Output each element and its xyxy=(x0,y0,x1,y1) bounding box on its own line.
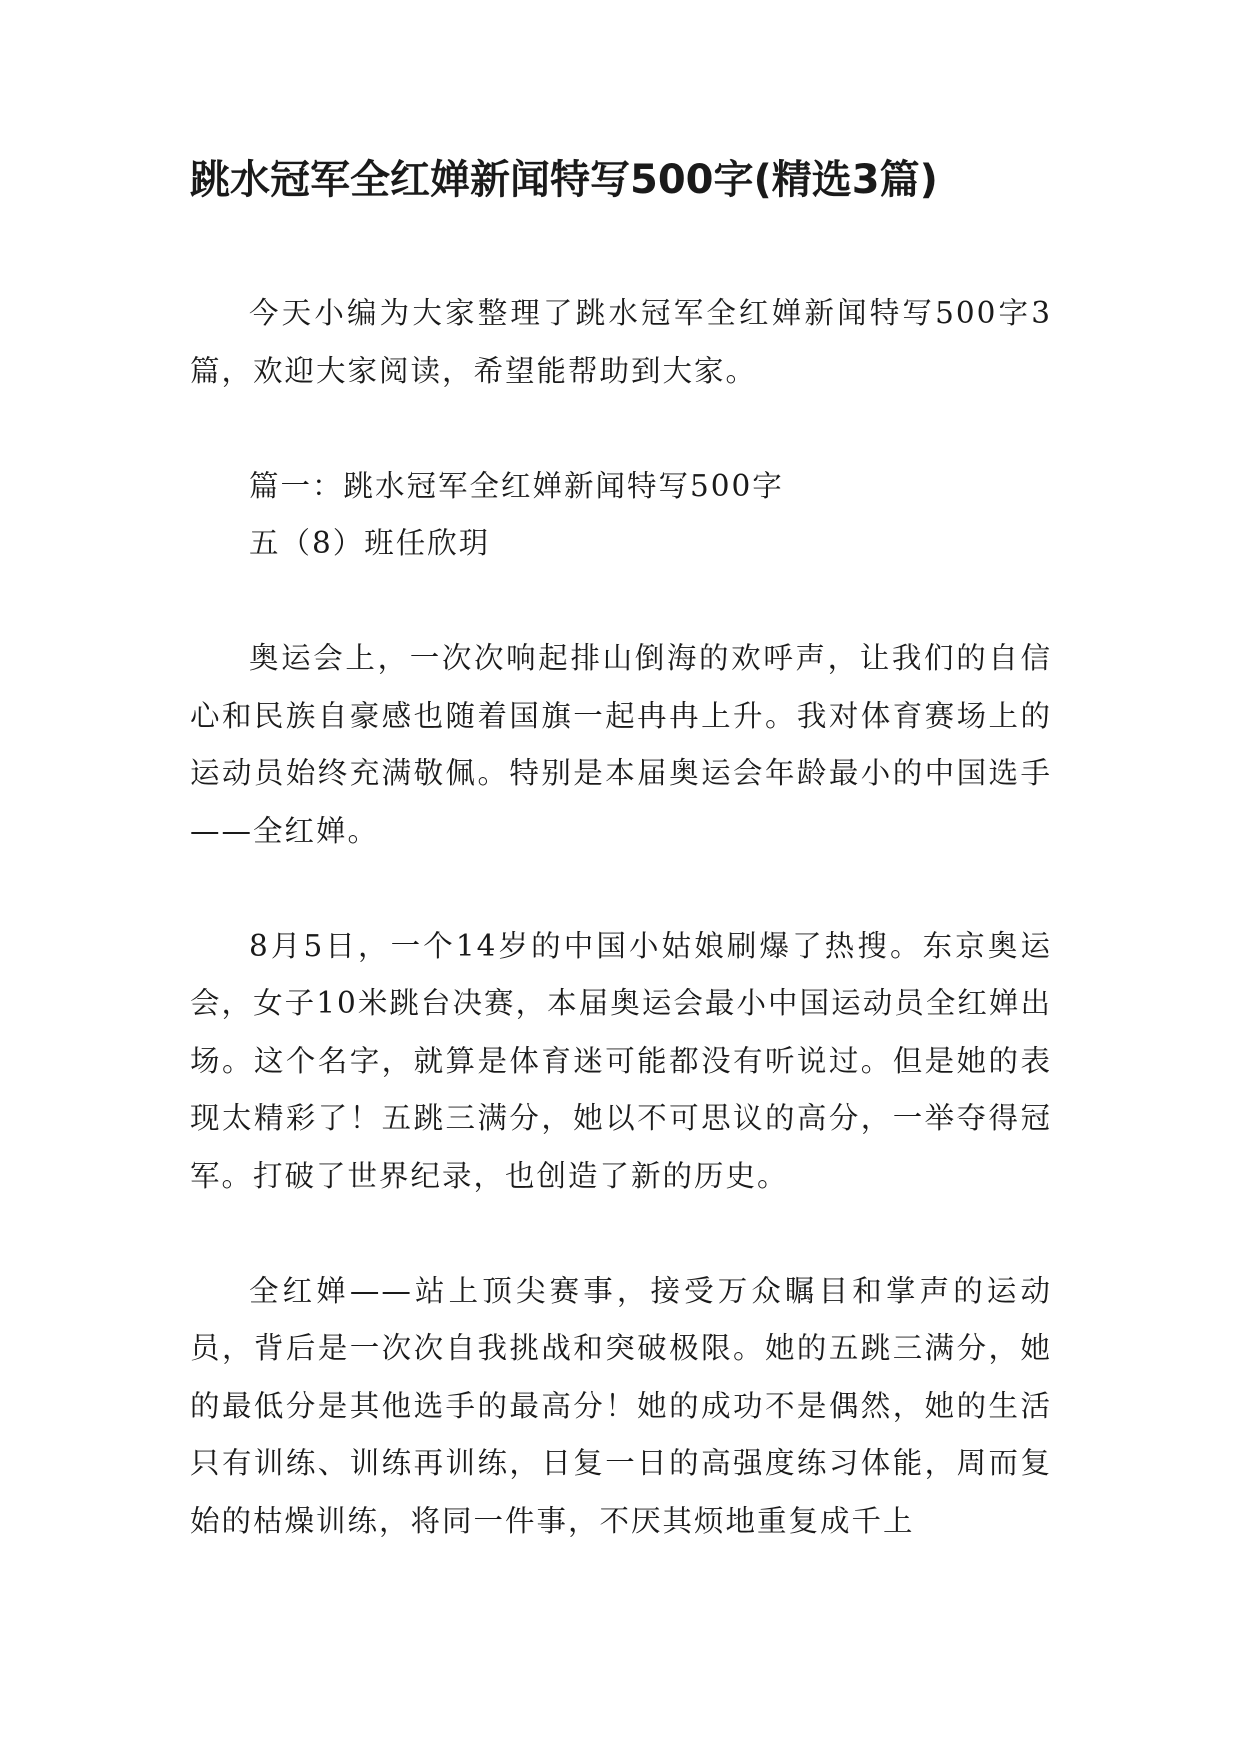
author-line: 五（8）班任欣玥 xyxy=(249,526,491,560)
spacer xyxy=(190,860,1052,918)
body-paragraph-3: 全红婵——站上顶尖赛事，接受万众瞩目和掌声的运动员，背后是一次次自我挑战和突破极限。她的五跳三满分，她的最低分是其他选手的最高分！她的成功不是偶然，她的生活只有训练、训练再训练，日复一日的高强度练习体能，周而复始的枯燥训练，将同一件事，不厌其烦地重复成千上 xyxy=(190,1273,1052,1538)
spacer xyxy=(190,1205,1052,1263)
spacer xyxy=(190,400,1052,458)
document-title: 跳水冠军全红婵新闻特写500字(精选3篇) xyxy=(190,157,938,203)
section-heading: 篇一：跳水冠军全红婵新闻特写500字 xyxy=(249,468,784,503)
document-body xyxy=(190,285,1052,1550)
spacer xyxy=(190,573,1052,631)
body-paragraph-1: 奥运会上，一次次响起排山倒海的欢呼声，让我们的自信心和民族自豪感也随着国旗一起冉冉上升。我对体育赛场上的运动员始终充满敬佩。特别是本届奥运会年龄最小的中国选手——全红婵。 xyxy=(190,641,1052,848)
intro-paragraph: 今天小编为大家整理了跳水冠军全红婵新闻特写500字3篇，欢迎大家阅读，希望能帮助到大家。 xyxy=(190,296,1052,388)
body-paragraph-2: 8月5日，一个14岁的中国小姑娘刷爆了热搜。东京奥运会，女子10米跳台决赛，本届奥运会最小中国运动员全红婵出场。这个名字，就算是体育迷可能都没有听说过。但是她的表现太精彩了！五跳三满分，她以不可思议的高分，一举夺得冠军。打破了世界纪录，也创造了新的历史。 xyxy=(190,928,1052,1193)
